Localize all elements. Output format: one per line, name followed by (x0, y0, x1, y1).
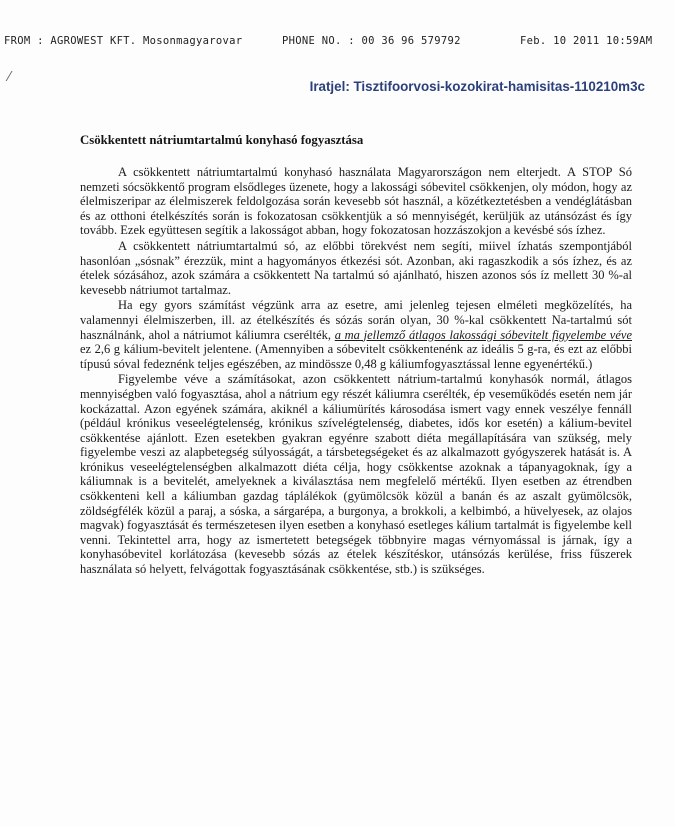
fax-sender: FROM : AGROWEST KFT. Mosonmagyarovar (4, 35, 243, 47)
fax-scan-mark-icon: ⁄ (8, 70, 11, 85)
paragraph-3-text-start: Ha egy gyors számítást végzünk arra az esetre, ami jelenleg tejesen elméleti megközelítés, ha valamennyi élelmiszerben, ill. az ételkészítés és sózás során olyan, 30 %-kal csökkentett Na-tartalmú sót használnánk, ahol a nátriumot káliumra cserélték, (80, 298, 632, 342)
paragraph-3 (80, 298, 632, 371)
paragraph-2: A csökkentett nátriumtartalmú só, az előbbi törekvést nem segíti, miivel ízhatás szempontjából hasonlóan „sósnak” érezzük, mint a hagyományos étkezési sót. Azonban, aki ragaszkodik a sós ízhez, és az ételek sózásához, azok számára a csökkentett Na tartalmú só ajánlható, hiszen azonos sós íz mellett 30 %-al kevesebb nátriumot tartalmaz. (80, 238, 632, 297)
fax-phone-number: PHONE NO. : 00 36 96 579792 (282, 35, 461, 47)
document-body (80, 165, 632, 578)
paragraph-3-text-end: ez 2,6 g kálium-bevitelt jelentene. (Amennyiben a sóbevitelt csökkentenénk az ideális 5 g-ra, és ezt az előbbi típusú sóval fedeznénk teljes egészében, az mindössze 0,48 g káliumfogyasztással lenne egyenértékű.) (80, 342, 632, 371)
document-reference: Iratjel: Tisztifoorvosi-kozokirat-hamisitas-110210m3c (309, 79, 645, 94)
fax-timestamp: Feb. 10 2011 10:59AM (520, 35, 653, 47)
paragraph-3-emphasis: a ma jellemző átlagos lakossági sóbevitelt figyelembe véve (334, 327, 632, 342)
document-title: Csökkentett nátriumtartalmú konyhasó fogyasztása (80, 133, 364, 147)
paragraph-1: A csökkentett nátriumtartalmú konyhasó használata Magyarországon nem elterjedt. A STOP Só nemzeti sócsökkentő program elsődleges üzenete, hogy a lakossági sóbevitel csökkenjen, oly módon, hogy az élelmiszeripar az élelmiszerek feldolgozása során kevesebb sót használ, a közétkeztetésben a vendéglátásban és az otthoni ételkészítés során is fokozatosan csökkentjük a só mennyiségét, kerüljük az utánsózást és így tovább. Ezek együttesen segítik a lakosságot abban, hogy fokozatosan hozzászokjon a kevésbé sós ízhez. (80, 165, 632, 238)
paragraph-4: Figyelembe véve a számításokat, azon csökkentett nátrium-tartalmú konyhasók normál, átlagos mennyiségben való fogyasztása, ahol a nátrium egy részét káliumra cserélték, ép veseműködés esetén nem jár kockázattal. Azon egyének számára, akiknél a káliumürítés károsodása ismert vagy ennek veszélye fennáll (például krónikus veseelégtelenség, krónikus szívelégtelenség, diabetes, idős kor esetén) a kálium-bevitel csökkentése ajánlott. Ezen esetekben gyakran egyénre szabott diéta megállapítására van szükség, mely figyelembe veszi az alapbetegség súlyosságát, a társbetegségeket és az alkalmazott gyógyszerek hatását is. A krónikus veseelégtelenségben alkalmazott diéta célja, hogy csökkentse azoknak a tápanyagoknak, így a káliumnak is a bevitelét, amelyeknek a kiválasztása nem megfelelő mértékű. Ilyen esetben az étrendben csökkenteni kell a káliumban gazdag táplálékok (gyümölcsök közül a banán és az aszalt gyümölcsök, zöldségfélék közül a paraj, a sóska, a sárgarépa, a burgonya, a brokkoli, a kelbimbó, a hüvelyesek, az olajos magvak) fogyasztását és természetesen ilyen esetben a konyhasó esetleges kálium tartalmát is figyelembe kell venni. Tekintettel arra, hogy az ismertetett betegségek többnyire magas vérnyomással is járnak, így a konyhasóbevitel korlátozása (kevesebb sózás az ételek készítéskor, utánsózás kerülése, friss fűszerek használata só helyett, felvágottak fogyasztásának csökkentése, stb.) is szükséges. (80, 372, 632, 577)
